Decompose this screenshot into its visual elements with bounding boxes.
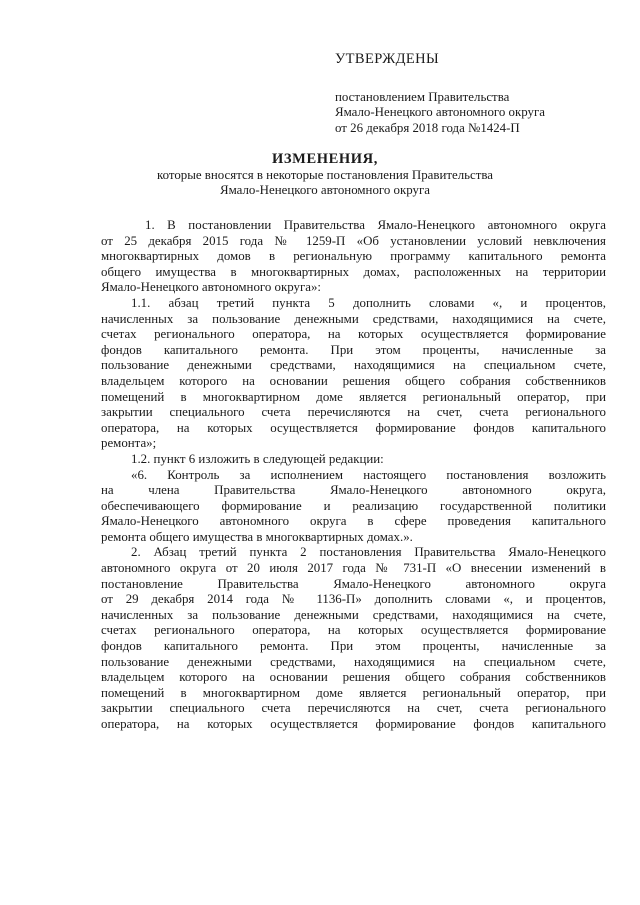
body-line: владельцем которого на основании решения общего собрания собственников <box>101 373 606 388</box>
body-line: обеспечивающего формирование и реализацию государственной политики <box>101 498 606 513</box>
body-line: Ямало-Ненецкого автономного округа»: <box>101 280 322 295</box>
body-line: оператора, на которых осуществляется формирование фондов капитального <box>101 717 606 731</box>
approval-heading: УТВЕРЖДЕНЫ <box>335 51 440 67</box>
document-body <box>101 218 606 733</box>
body-line: счетах регионального оператора, на которых осуществляется формирование <box>101 623 606 638</box>
body-line: закрытии специального счета перечисляются на счет, счета регионального <box>101 701 606 716</box>
body-line: от 25 декабря 2015 года № 1259-П «Об установлении условий невключения <box>101 233 606 248</box>
body-line: закрытии специального счета перечисляются на счет, счета регионального <box>101 405 606 420</box>
body-line: начисленных за пользование денежными средствами, находящимися на счете, <box>101 607 606 622</box>
body-line: владельцем которого на основании решения общего собрания собственников <box>101 670 606 685</box>
body-line: Ямало-Ненецкого автономного округа в сфере проведения капитального <box>101 514 606 529</box>
body-line: 1.2. пункт 6 изложить в следующей редакции: <box>131 451 384 466</box>
body-line: общего имущества в многоквартирных домах, расположенных на территории <box>101 264 606 279</box>
body-line: оператора, на которых осуществляется формирование фондов капитального <box>101 420 606 435</box>
body-line: фондов капитального ремонта. При этом проценты, начисленные за <box>101 342 606 357</box>
body-line: ремонта»; <box>101 436 157 451</box>
body-line: помещений в многоквартирном доме является региональный оператор, при <box>101 685 606 700</box>
body-line: автономного округа от 20 июля 2017 года № 731-П «О внесении изменений в <box>101 561 606 576</box>
title-heading: ИЗМЕНЕНИЯ, <box>272 151 378 167</box>
body-line: начисленных за пользование денежными средствами, находящимися на счете, <box>101 311 606 326</box>
body-line: счетах регионального оператора, на которых осуществляется формирование <box>101 327 606 342</box>
document-title <box>100 0 550 199</box>
body-line: постановление Правительства Ямало-Ненецкого автономного округа <box>101 576 606 591</box>
body-line: от 29 декабря 2014 года № 1136-П» дополнить словами «, и процентов, <box>101 592 606 607</box>
body-line: на члена Правительства Ямало-Ненецкого автономного округа, <box>101 483 606 498</box>
body-line: 1.1. абзац третий пункта 5 дополнить словами «, и процентов, <box>131 295 606 310</box>
approval-line: постановлением Правительства <box>335 89 510 104</box>
body-line: фондов капитального ремонта. При этом проценты, начисленные за <box>101 639 606 654</box>
body-line: 1. В постановлении Правительства Ямало-Ненецкого автономного округа <box>145 218 606 232</box>
body-line: помещений в многоквартирном доме является региональный оператор, при <box>101 389 606 404</box>
body-line: «6. Контроль за исполнением настоящего постановления возложить <box>131 467 606 482</box>
body-line: пользование денежными средствами, находящимися на специальном счете, <box>101 358 606 373</box>
approval-line: от 26 декабря 2018 года №1424-П <box>335 120 520 135</box>
title-subline: Ямало-Ненецкого автономного округа <box>220 183 430 198</box>
approval-line: Ямало-Ненецкого автономного округа <box>335 105 545 120</box>
body-line: пользование денежными средствами, находящимися на специальном счете, <box>101 654 606 669</box>
body-line: ремонта общего имущества в многоквартирных домах.». <box>101 529 413 544</box>
body-line: 2. Абзац третий пункта 2 постановления Правительства Ямало-Ненецкого <box>131 545 606 560</box>
body-line: многоквартирных домов в региональную программу капитального ремонта <box>101 249 606 264</box>
title-subline: которые вносятся в некоторые постановления Правительства <box>156 167 494 182</box>
